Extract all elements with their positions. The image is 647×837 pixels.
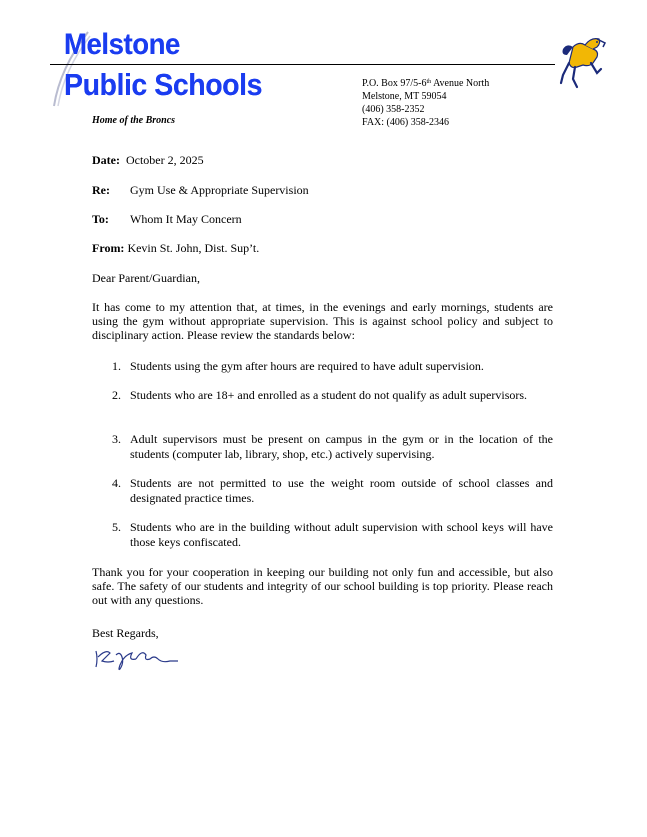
school-address: [362, 77, 489, 129]
to-field: To: Whom It May Concern: [92, 212, 242, 226]
handwritten-signature: [92, 641, 182, 673]
address-line1: P.O. Box 97/5-6th Avenue North: [362, 78, 490, 89]
list-item: 4. Students are not permitted to use the weight room outside of school classes and designated practice times.: [112, 476, 553, 505]
sign-off: Best Regards,: [92, 626, 159, 640]
from-field: From: Kevin St. John, Dist. Sup’t.: [92, 241, 260, 255]
re-field: Re: Gym Use & Appropriate Supervision: [92, 183, 309, 197]
phone-number: (406) 358-2352: [362, 104, 425, 115]
list-item: 5. Students who are in the building without adult supervision with school keys will have those keys confiscated.: [112, 520, 553, 549]
bronco-mascot-icon: [553, 33, 615, 95]
school-tagline: Home of the Broncs: [92, 115, 176, 126]
list-item: 1. Students using the gym after hours are required to have adult supervision.: [112, 359, 484, 373]
date-field: Date: October 2, 2025: [92, 153, 204, 167]
address-line2: Melstone, MT 59054: [362, 91, 447, 102]
fax-number: FAX: (406) 358-2346: [362, 117, 450, 128]
list-item: 3. Adult supervisors must be present on campus in the gym or in the location of the students (computer lab, library, shop, etc.) actively supervising.: [112, 432, 553, 461]
school-name-line2: Public Schools: [64, 67, 263, 102]
letterhead-rule: [50, 64, 555, 65]
closing-paragraph: Thank you for your cooperation in keeping our building not only fun and accessible, but also safe. The safety of our students and integrity of our school building is top priority. Please reach out with any questions.: [92, 565, 553, 607]
intro-paragraph: It has come to my attention that, at times, in the evenings and early mornings, students are using the gym without appropriate supervision. This is against school policy and subject to disciplinary action. Please review the standards below:: [92, 300, 553, 342]
school-name-line1: Melstone: [64, 28, 180, 61]
salutation: Dear Parent/Guardian,: [92, 271, 200, 285]
list-item: 2. Students who are 18+ and enrolled as a student do not qualify as adult supervisors.: [112, 388, 528, 402]
